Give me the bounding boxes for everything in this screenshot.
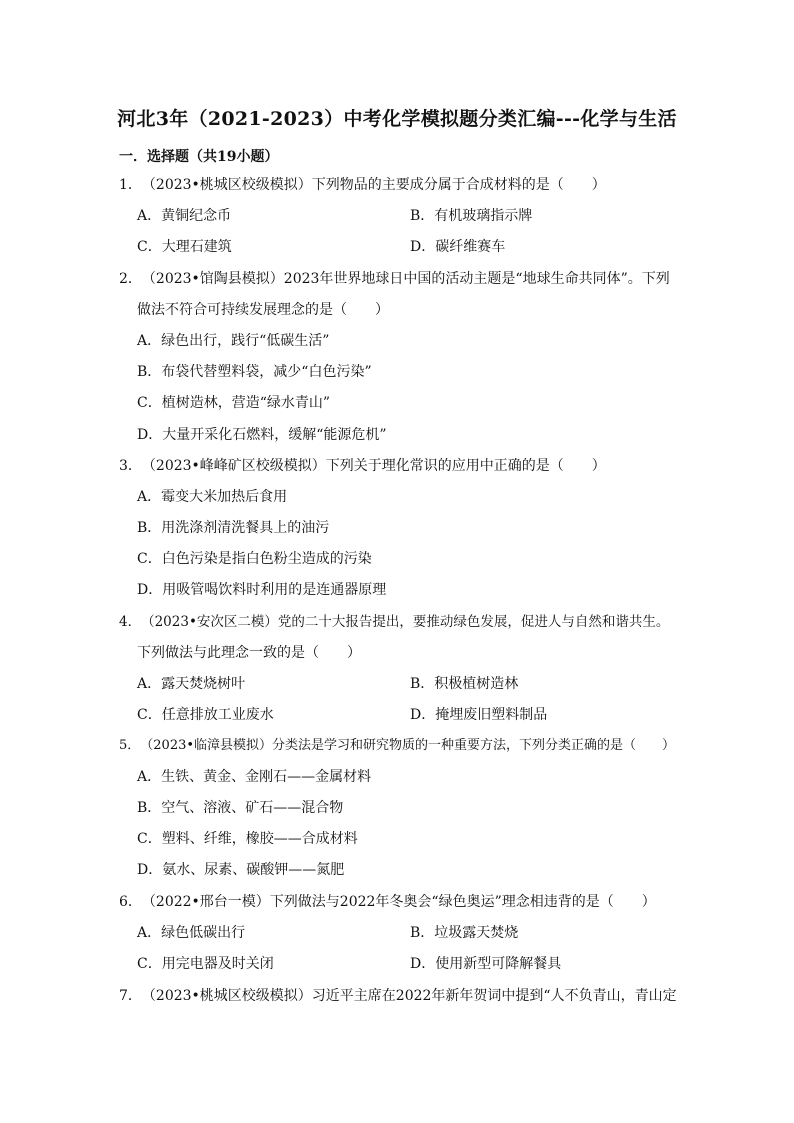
option-a: A．生铁、黄金、金刚石——金属材料 bbox=[137, 769, 372, 785]
question-number: 3． bbox=[119, 458, 142, 474]
question-number: 2． bbox=[119, 271, 142, 287]
option-a: A．露天焚烧树叶 bbox=[137, 676, 246, 692]
option-d: D．氨水、尿素、碳酸钾——氮肥 bbox=[137, 862, 345, 878]
option-b: B．垃圾露天焚烧 bbox=[410, 925, 519, 941]
section-heading: 一．选择题（共19小题） bbox=[119, 149, 279, 165]
option-a: A．黄铜纪念币 bbox=[137, 208, 232, 224]
option-c: C．白色污染是指白色粉尘造成的污染 bbox=[137, 551, 372, 567]
question-7 bbox=[119, 987, 677, 1005]
question-text-continued: 下列做法与此理念一致的是（ ） bbox=[137, 645, 361, 661]
option-a: A．霉变大米加热后食用 bbox=[137, 489, 288, 505]
option-b: B．有机玻璃指示牌 bbox=[410, 208, 533, 224]
question-6 bbox=[119, 893, 656, 911]
question-number: 4． bbox=[119, 614, 142, 630]
option-d: D．掩埋废旧塑料制品 bbox=[410, 707, 548, 723]
option-c: C．植树造林，营造“绿水青山” bbox=[137, 395, 331, 411]
option-c: C．任意排放工业废水 bbox=[137, 707, 274, 723]
option-b: B．积极植树造林 bbox=[410, 676, 519, 692]
question-number: 6． bbox=[119, 894, 142, 910]
question-5 bbox=[119, 737, 675, 755]
option-d: D．碳纤维赛车 bbox=[410, 239, 506, 255]
question-2 bbox=[119, 270, 670, 288]
question-text: （2023•桃城区校级模拟）下列物品的主要成分属于合成材料的是（ ） bbox=[141, 177, 606, 193]
question-number: 1． bbox=[119, 177, 142, 193]
option-c: C．用完电器及时关闭 bbox=[137, 956, 274, 972]
question-text: （2023•临漳县模拟）分类法是学习和研究物质的一种重要方法，下列分类正确的是（ ） bbox=[140, 738, 676, 753]
question-4 bbox=[119, 613, 669, 631]
option-d: D．用吸管喝饮料时利用的是连通器原理 bbox=[137, 582, 387, 598]
question-text: （2023•桃城区校级模拟）习近平主席在2022年新年贺词中提到“人不负青山，青山定 bbox=[141, 988, 677, 1004]
option-c: C．大理石建筑 bbox=[137, 239, 232, 255]
question-3 bbox=[119, 457, 606, 475]
question-1 bbox=[119, 176, 606, 194]
option-d: D．使用新型可降解餐具 bbox=[410, 956, 562, 972]
question-number: 5． bbox=[119, 738, 141, 753]
option-c: C．塑料、纤维，橡胶——合成材料 bbox=[137, 831, 358, 847]
question-text: （2022•邢台一模）下列做法与2022年冬奥会“绿色奥运”理念相违背的是（ ） bbox=[141, 894, 656, 910]
question-text: （2023•安次区二模）党的二十大报告提出，要推动绿色发展，促进人与自然和谐共生。 bbox=[141, 614, 670, 630]
question-text-continued: 做法不符合可持续发展理念的是（ ） bbox=[137, 302, 389, 318]
option-b: B．空气、溶液、矿石——混合物 bbox=[137, 800, 344, 816]
option-b: B．布袋代替塑料袋，减少“白色污染” bbox=[137, 364, 372, 380]
question-number: 7． bbox=[119, 988, 142, 1004]
option-b: B．用洗涤剂清洗餐具上的油污 bbox=[137, 520, 330, 536]
option-a: A．绿色出行，践行“低碳生活” bbox=[137, 333, 330, 349]
document-title: 河北3年（2021-2023）中考化学模拟题分类汇编---化学与生活 bbox=[117, 108, 677, 130]
question-text: （2023•馆陶县模拟）2023年世界地球日中国的活动主题是“地球生命共同体”。下列 bbox=[141, 271, 670, 287]
question-text: （2023•峰峰矿区校级模拟）下列关于理化常识的应用中正确的是（ ） bbox=[141, 458, 606, 474]
option-d: D．大量开采化石燃料，缓解“能源危机” bbox=[137, 427, 387, 443]
option-a: A．绿色低碳出行 bbox=[137, 925, 246, 941]
